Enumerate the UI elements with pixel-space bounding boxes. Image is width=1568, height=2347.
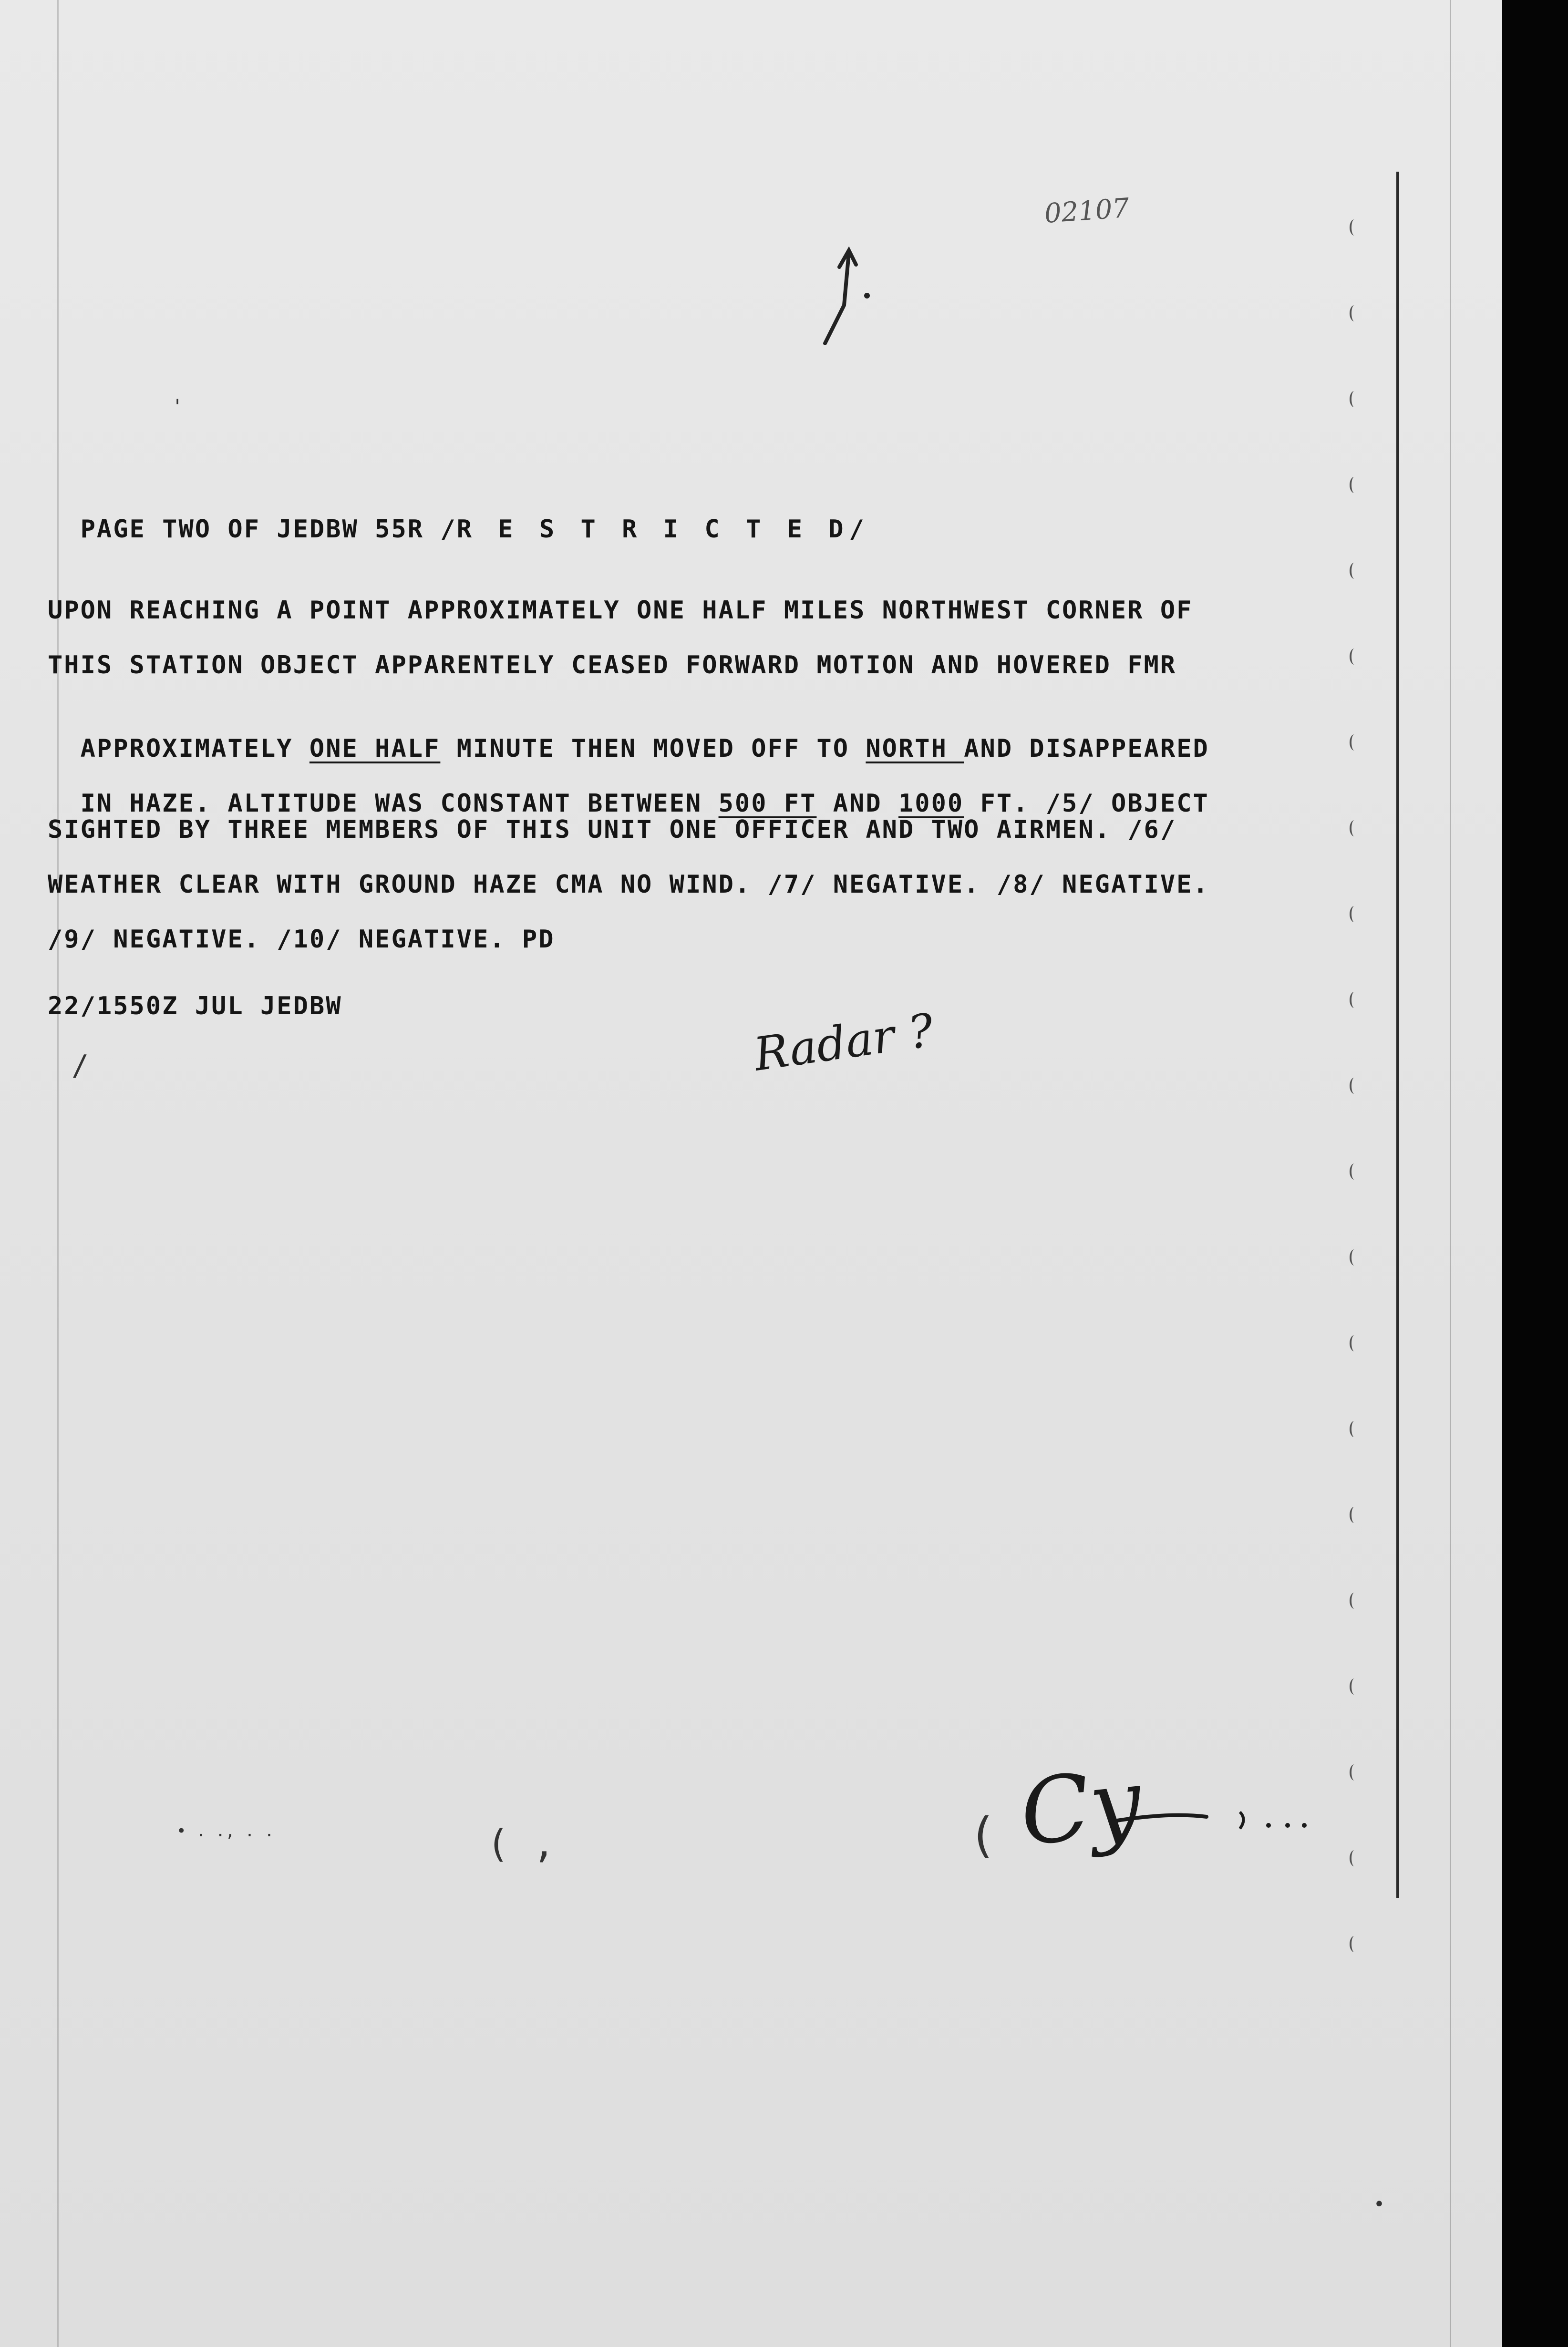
underlined-altitude-low: 500 FT <box>718 789 817 818</box>
body-line-3c: MINUTE THEN MOVED OFF TO <box>440 734 866 763</box>
header-line <box>48 486 870 544</box>
pen-arrow-mark <box>811 238 877 353</box>
restricted-marking: R E S T R I C T E D/ <box>456 515 870 544</box>
stray-mark: ' <box>172 396 184 418</box>
body-line-6: WEATHER CLEAR WITH GROUND HAZE CMA NO WIND. /7/ NEGATIVE. /8/ NEGATIVE. <box>48 870 1209 899</box>
initials-underline-stroke <box>1111 1802 1311 1831</box>
handwritten-radar-note: Radar ? <box>751 1003 937 1081</box>
stray-mark: • <box>1373 2193 1385 2215</box>
stray-mark: ( <box>968 1807 997 1863</box>
body-line-4c: AND <box>816 789 898 818</box>
underlined-duration: ONE HALF <box>309 734 441 763</box>
underlined-altitude-high: 1000 <box>898 789 964 818</box>
margin-rule <box>1396 172 1399 1898</box>
handwritten-page-number: 02107 <box>1043 192 1131 230</box>
body-line-4e: FT. /5/ OBJECT <box>964 789 1209 818</box>
stray-mark: / <box>72 1049 89 1082</box>
body-line-5: SIGHTED BY THREE MEMBERS OF THIS UNIT ONE OFFICER AND TWO AIRMEN. /6/ <box>48 815 1177 844</box>
fold-line <box>57 0 59 2347</box>
body-line-3e: AND DISAPPEARED <box>964 734 1209 763</box>
body-line-4 <box>48 761 1209 818</box>
body-line-3 <box>48 706 1209 763</box>
body-line-4a: IN HAZE. ALTITUDE WAS CONSTANT BETWEEN <box>80 789 719 818</box>
scan-border <box>1502 0 1568 2347</box>
body-line-1: UPON REACHING A POINT APPROXIMATELY ONE HALF MILES NORTHWEST CORNER OF <box>48 596 1193 625</box>
body-line-2: THIS STATION OBJECT APPARENTELY CEASED FORWARD MOTION AND HOVERED FMR <box>48 651 1177 679</box>
margin-rule-outer <box>1450 0 1451 2347</box>
stray-mark: • . ., . . <box>176 1822 274 1841</box>
body-line-7: /9/ NEGATIVE. /10/ NEGATIVE. PD <box>48 925 555 954</box>
handwritten-initials: Cy <box>1015 1749 1146 1866</box>
stray-mark: ( , <box>486 1822 556 1866</box>
date-time-group: 22/1550Z JUL JEDBW <box>48 992 342 1020</box>
header-prefix: PAGE TWO OF JEDBW 55R / <box>80 515 457 544</box>
underlined-direction: NORTH <box>866 734 964 763</box>
body-line-3a: APPROXIMATELY <box>80 734 309 763</box>
